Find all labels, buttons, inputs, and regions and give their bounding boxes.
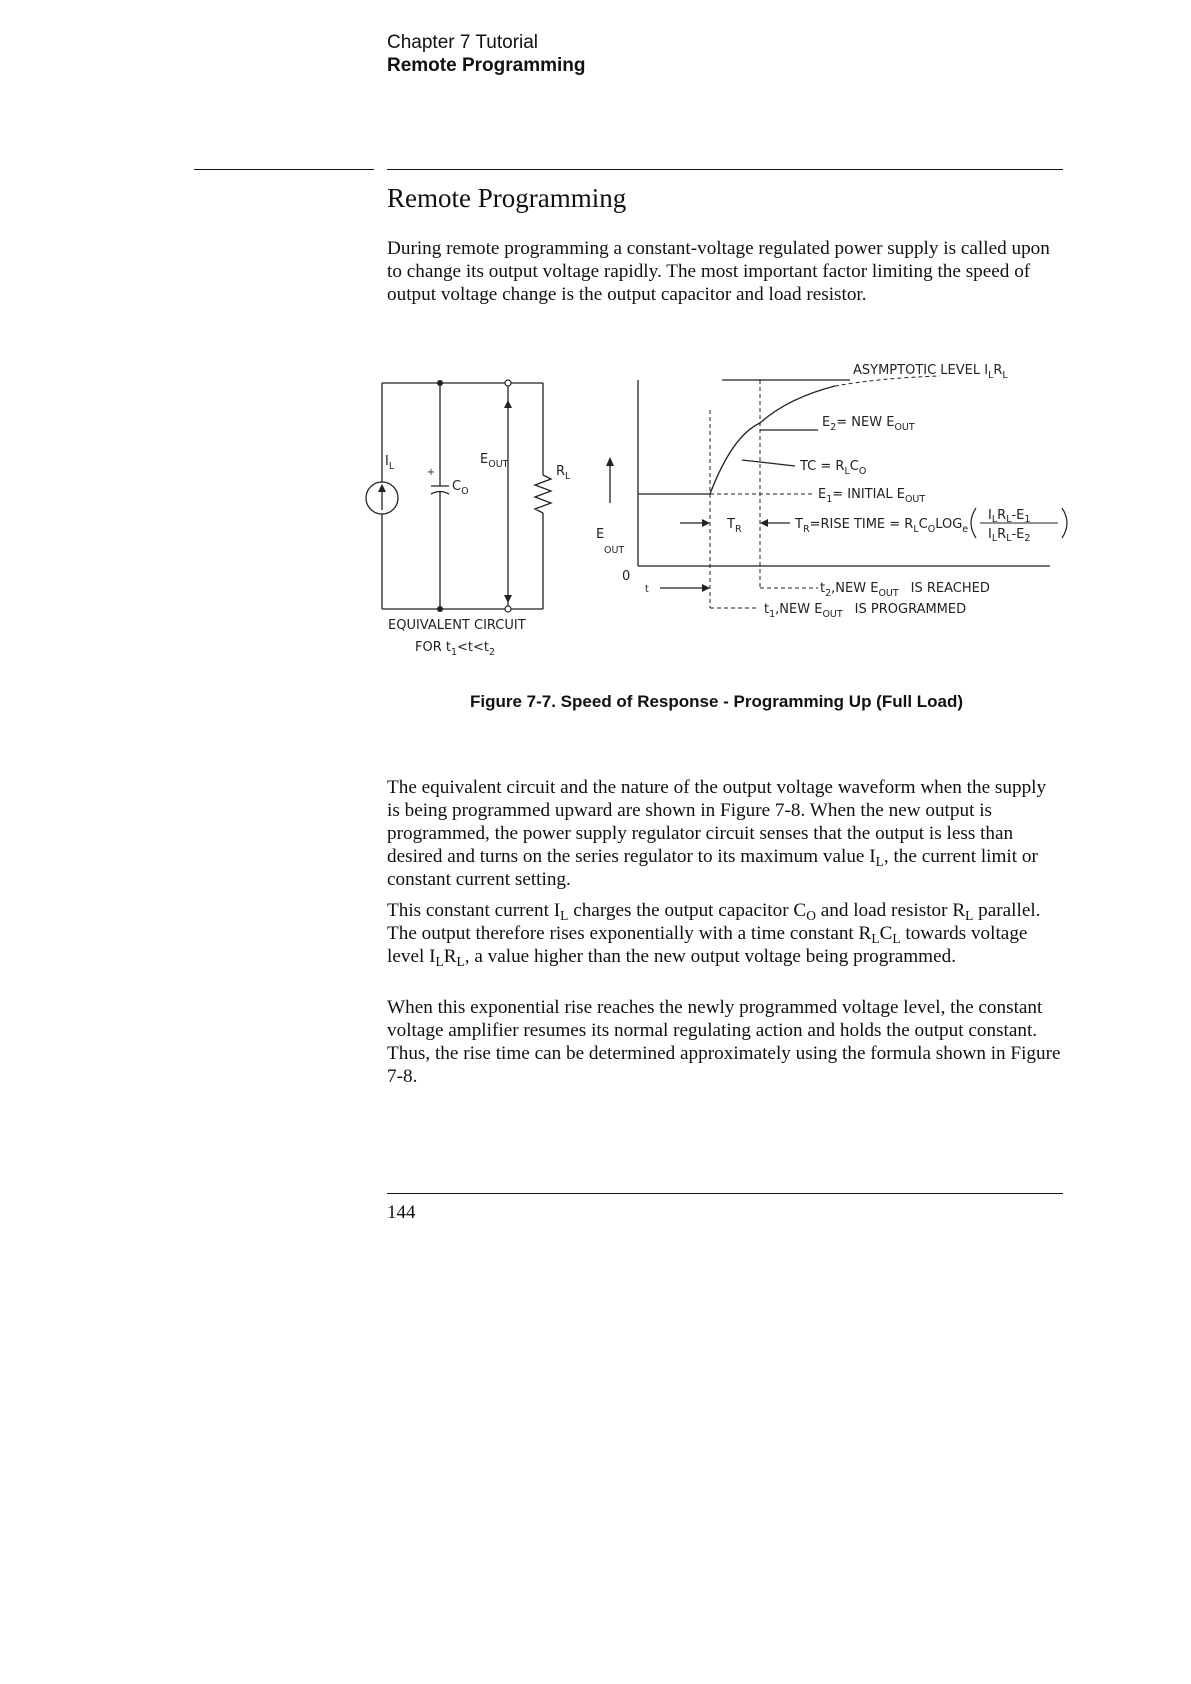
- label-tc: TC = $R_LC_O$: [800, 459, 867, 477]
- label-eout: $E_{OUT}$: [480, 452, 509, 470]
- body-paragraph-2: This constant current $I_L$ charges the output capacitor $C_O$ and load resistor $R_L$ parallel. The output therefore rises exponentially with a time constant $R_LC_L$ towards voltage level $I_LR_L$, a value higher than the new output voltage being programmed.: [387, 900, 1041, 970]
- axis-label-t: t: [645, 584, 649, 595]
- circuit-caption-line2: FOR $t_1<t<t_2$: [415, 640, 496, 658]
- circuit-caption-line1: EQUIVALENT CIRCUIT: [388, 618, 526, 633]
- node-dot: [437, 606, 443, 612]
- tr-arrow-left-icon: [760, 519, 768, 527]
- footer-rule: [387, 1193, 1063, 1194]
- axis-label-zero: 0: [622, 569, 631, 584]
- speed-of-response-figure: [360, 358, 1080, 668]
- header-section: Remote Programming: [387, 55, 586, 76]
- label-asymptotic: ASYMPTOTIC LEVEL $I_LR_L$: [853, 363, 1008, 381]
- label-rise-time-formula: $T_R=RISE$ TIME = $R_LC_OLOG_e$: [795, 517, 969, 535]
- terminal-node: [505, 380, 511, 386]
- t-arrow-icon: [702, 584, 710, 592]
- paren-right: [1062, 508, 1067, 538]
- label-e1: $E_1=$ INITIAL $E_{OUT}$: [818, 487, 926, 505]
- axis-label-out: OUT: [604, 545, 625, 556]
- fraction-numerator: $I_LR_L-E_1$: [988, 508, 1031, 525]
- label-co: $C_O$: [452, 479, 469, 497]
- section-rule-left: [194, 169, 374, 170]
- waveform-leaders: [660, 430, 818, 588]
- intro-paragraph: During remote programming a constant-voltage regulated power supply is called upon to change its output voltage rapidly. The most important factor limiting the speed of output voltage change is the output capacitor and load resistor.: [387, 238, 1050, 305]
- label-t2: $t_2,NEW$ $E_{OUT}$ IS REACHED: [820, 581, 990, 599]
- label-e2: $E_2=$ NEW $E_{OUT}$: [822, 415, 915, 433]
- label-il: $I_L$: [385, 454, 395, 472]
- label-tr: $T_R$: [727, 517, 742, 535]
- axis-label-e: E: [596, 527, 605, 542]
- eout-arrow-down-icon: [504, 595, 512, 603]
- paren-left: [971, 508, 976, 538]
- eout-axis-arrow-icon: [606, 457, 614, 466]
- figure-caption: Figure 7-7. Speed of Response - Programming Up (Full Load): [470, 692, 964, 711]
- page-number: 144: [387, 1202, 416, 1223]
- section-title: Remote Programming: [387, 183, 627, 213]
- header-chapter: Chapter 7 Tutorial: [387, 32, 539, 53]
- running-header: [387, 31, 585, 77]
- terminal-node: [505, 606, 511, 612]
- tr-arrow-right-icon: [702, 519, 710, 527]
- eout-arrow-up-icon: [504, 400, 512, 408]
- fraction-denominator: $I_LR_L-E_2$: [988, 527, 1031, 544]
- section-rule-right: [387, 169, 1063, 170]
- label-rl: $R_L$: [556, 464, 571, 482]
- body-paragraph-1: The equivalent circuit and the nature of the output voltage waveform when the supply is being programmed upward are shown in Figure 7-8. When the new output is programmed, the power supply regulator circuit senses that the output is less than desired and turns on the series regulator to its maximum value $I_L$, the current limit or constant current setting.: [387, 777, 1047, 890]
- node-dot: [437, 380, 443, 386]
- body-paragraph-3: When this exponential rise reaches the newly programmed voltage level, the constant voltage amplifier resumes its normal regulating action and holds the output constant. Thus, the rise time can be determined approximately using the formula shown in Figure 7-8.: [387, 997, 1061, 1087]
- label-t1: $t_1,NEW$ $E_{OUT}$ IS PROGRAMMED: [764, 602, 967, 620]
- label-plus: +: [427, 467, 435, 478]
